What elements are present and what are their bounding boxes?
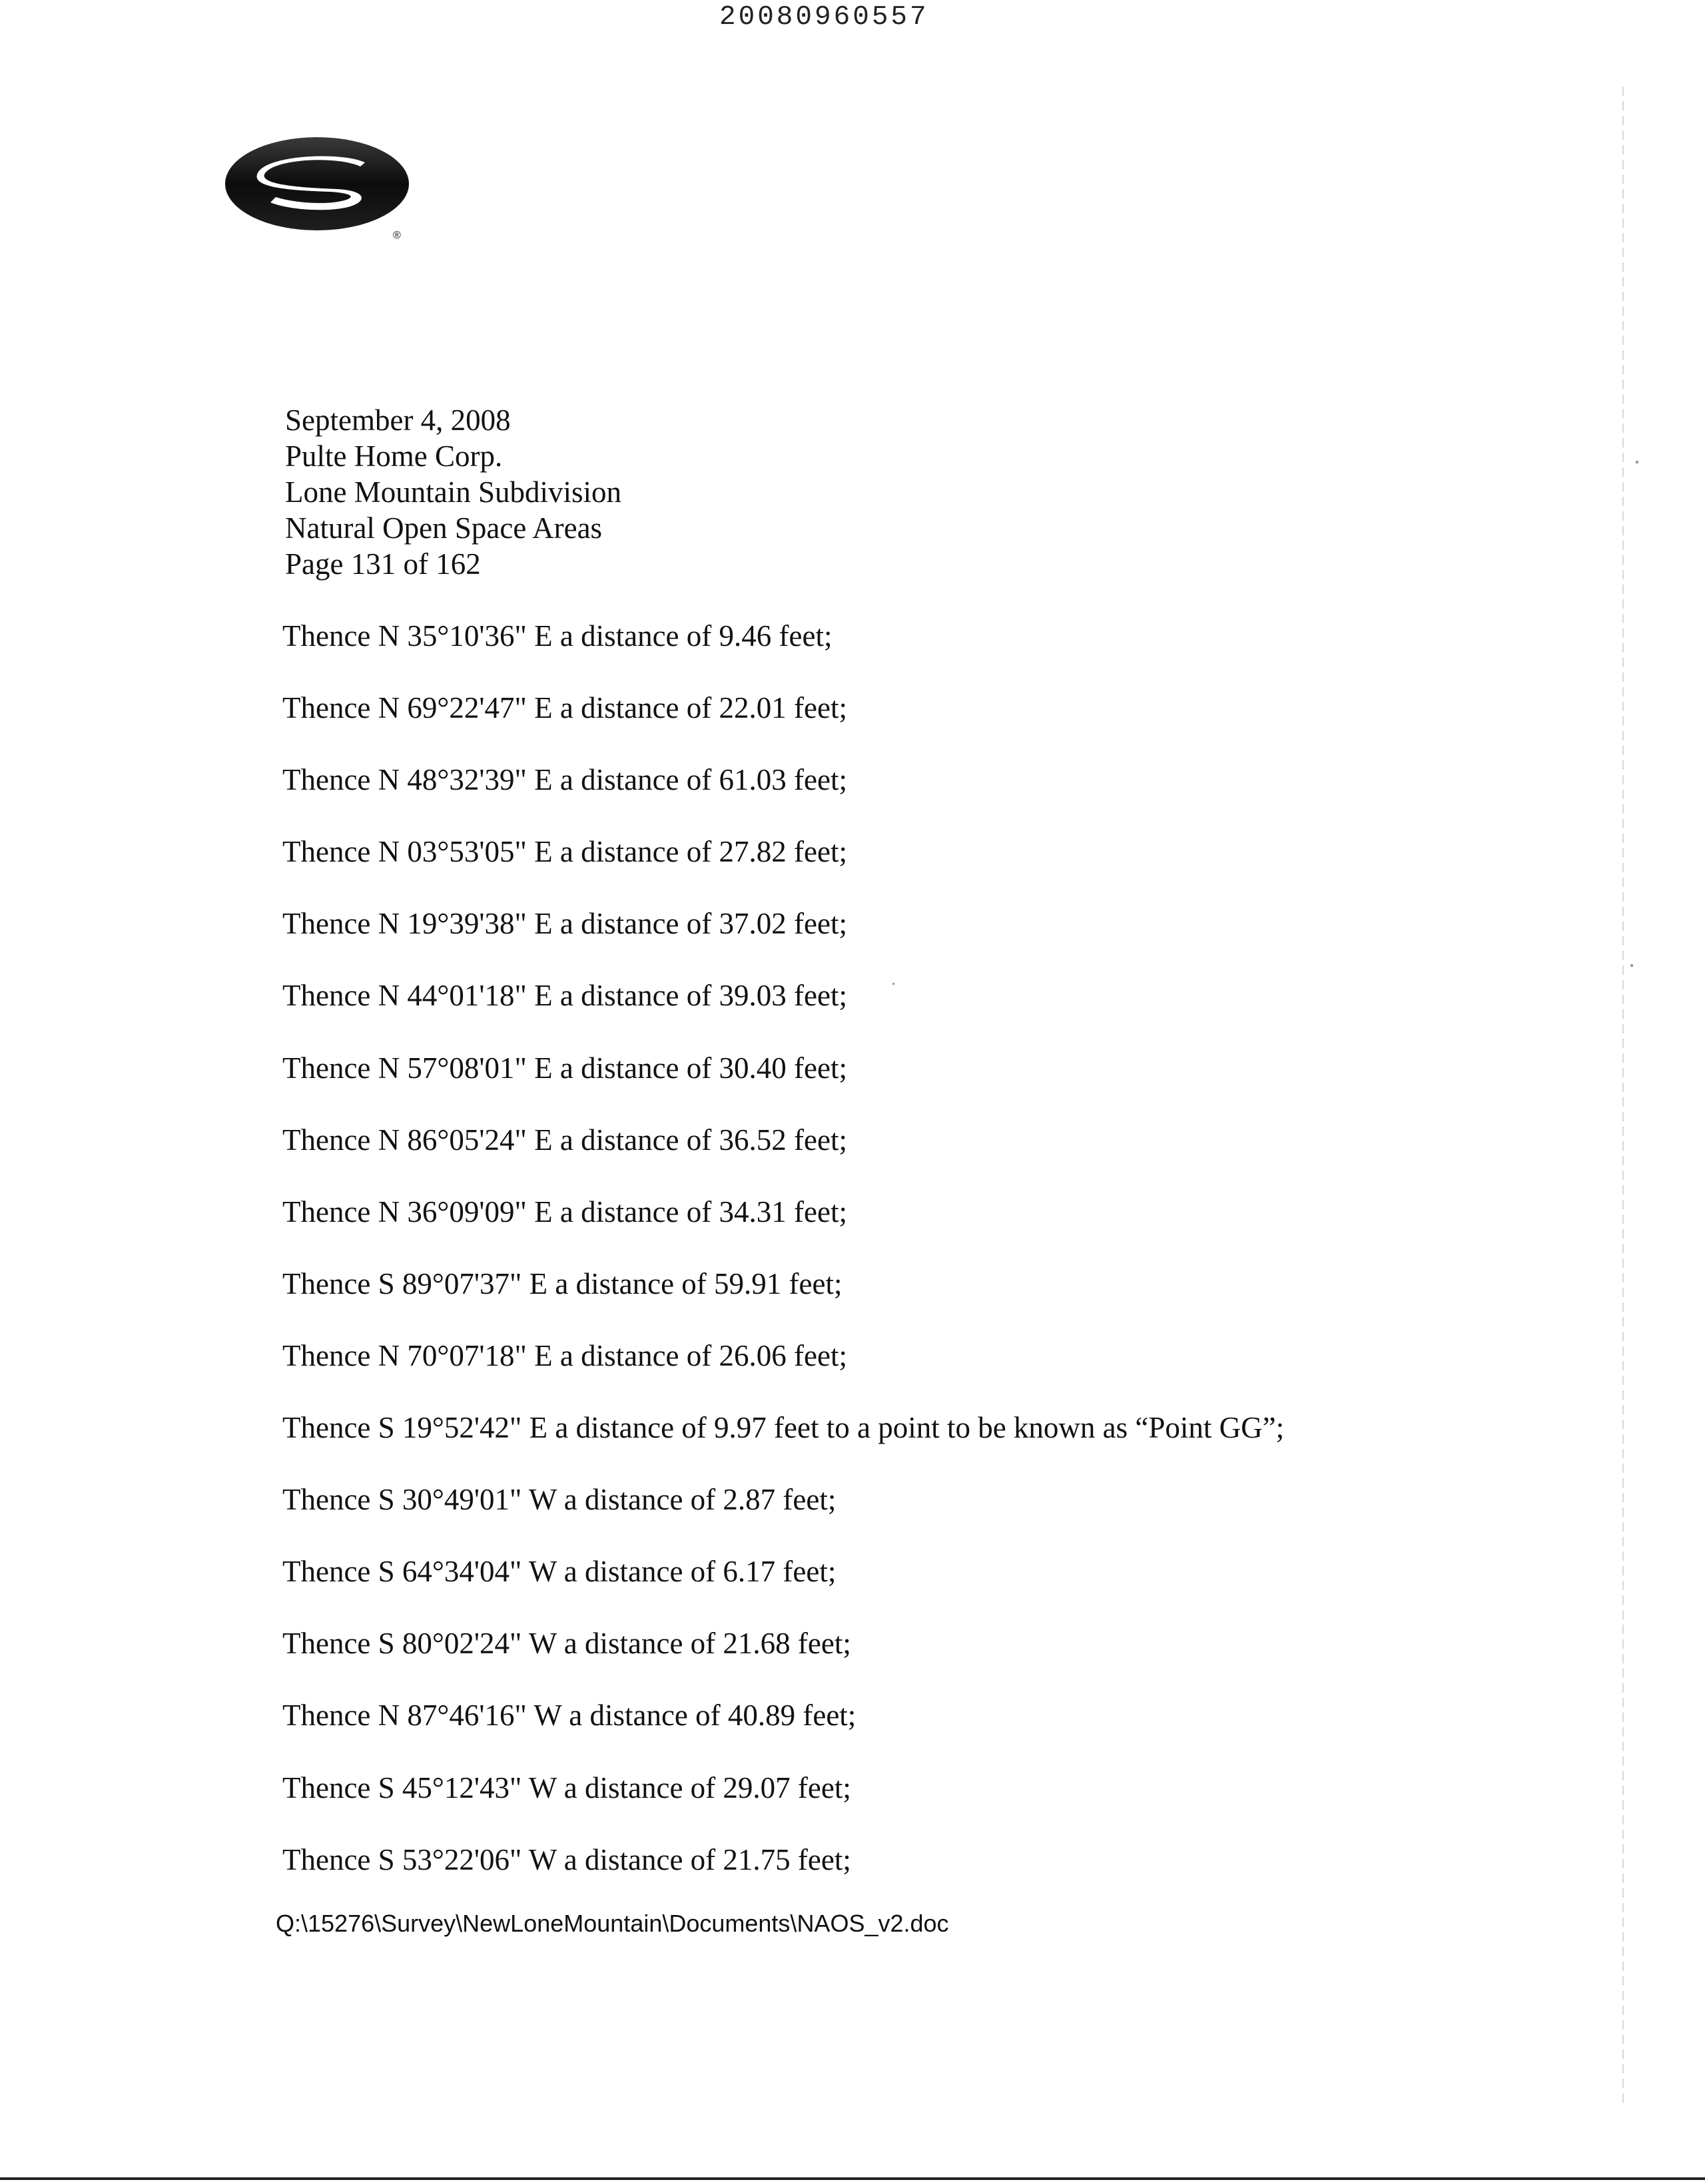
scan-speck <box>1636 461 1638 463</box>
footer-file-path: Q:\15276\Survey\NewLoneMountain\Documents\NAOS_v2.doc <box>276 1910 949 1937</box>
header-date: September 4, 2008 <box>285 404 511 437</box>
survey-course-line: Thence N 19°39'38" E a distance of 37.02 feet; <box>282 907 847 941</box>
survey-course-line: Thence N 69°22'47" E a distance of 22.01 feet; <box>282 691 847 725</box>
survey-course-line: Thence N 86°05'24" E a distance of 36.52 feet; <box>282 1123 847 1157</box>
company-logo <box>224 136 417 242</box>
survey-course-line: Thence N 57°08'01" E a distance of 30.40 feet; <box>282 1051 847 1085</box>
survey-course-line: Thence N 36°09'09" E a distance of 34.31 feet; <box>282 1195 847 1228</box>
survey-course-line: Thence N 03°53'05" E a distance of 27.82 feet; <box>282 835 847 869</box>
survey-course-line: Thence N 70°07'18" E a distance of 26.06 feet; <box>282 1338 847 1372</box>
survey-course-line: Thence N 48°32'39" E a distance of 61.03 feet; <box>282 763 847 797</box>
survey-course-line: Thence N 35°10'36" E a distance of 9.46 feet; <box>282 619 833 653</box>
scan-bottom-border <box>0 2177 1705 2180</box>
header-client: Pulte Home Corp. <box>285 439 503 473</box>
oval-s-logo-icon <box>224 136 417 242</box>
survey-course-line: Thence S 45°12'43" W a distance of 29.07 feet; <box>282 1771 851 1804</box>
scan-edge-mark <box>1622 87 1624 2104</box>
survey-course-line: Thence S 64°34'04" W a distance of 6.17 feet; <box>282 1555 837 1589</box>
survey-course-line: Thence S 19°52'42" E a distance of 9.97 feet to a point to be known as “Point GG”; <box>282 1411 1285 1445</box>
recording-document-number: 20080960557 <box>719 2 929 33</box>
header-subject: Natural Open Space Areas <box>285 511 603 545</box>
survey-course-line: Thence S 30°49'01" W a distance of 2.87 feet; <box>282 1483 837 1517</box>
survey-course-line: Thence S 80°02'24" W a distance of 21.68 feet; <box>282 1627 851 1661</box>
header-subdivision: Lone Mountain Subdivision <box>285 475 621 509</box>
letter-header <box>285 402 621 582</box>
registered-mark: ® <box>393 230 401 241</box>
scan-speck <box>892 983 894 985</box>
survey-course-line: Thence S 89°07'37" E a distance of 59.91 feet; <box>282 1266 843 1300</box>
survey-course-line: Thence N 87°46'16" W a distance of 40.89 feet; <box>282 1699 856 1733</box>
survey-course-list <box>282 618 1284 1914</box>
survey-course-line: Thence N 44°01'18" E a distance of 39.03 feet; <box>282 979 847 1013</box>
scan-speck <box>1630 964 1633 967</box>
header-page-number: Page 131 of 162 <box>285 547 481 581</box>
survey-course-line: Thence S 53°22'06" W a distance of 21.75 feet; <box>282 1842 851 1876</box>
